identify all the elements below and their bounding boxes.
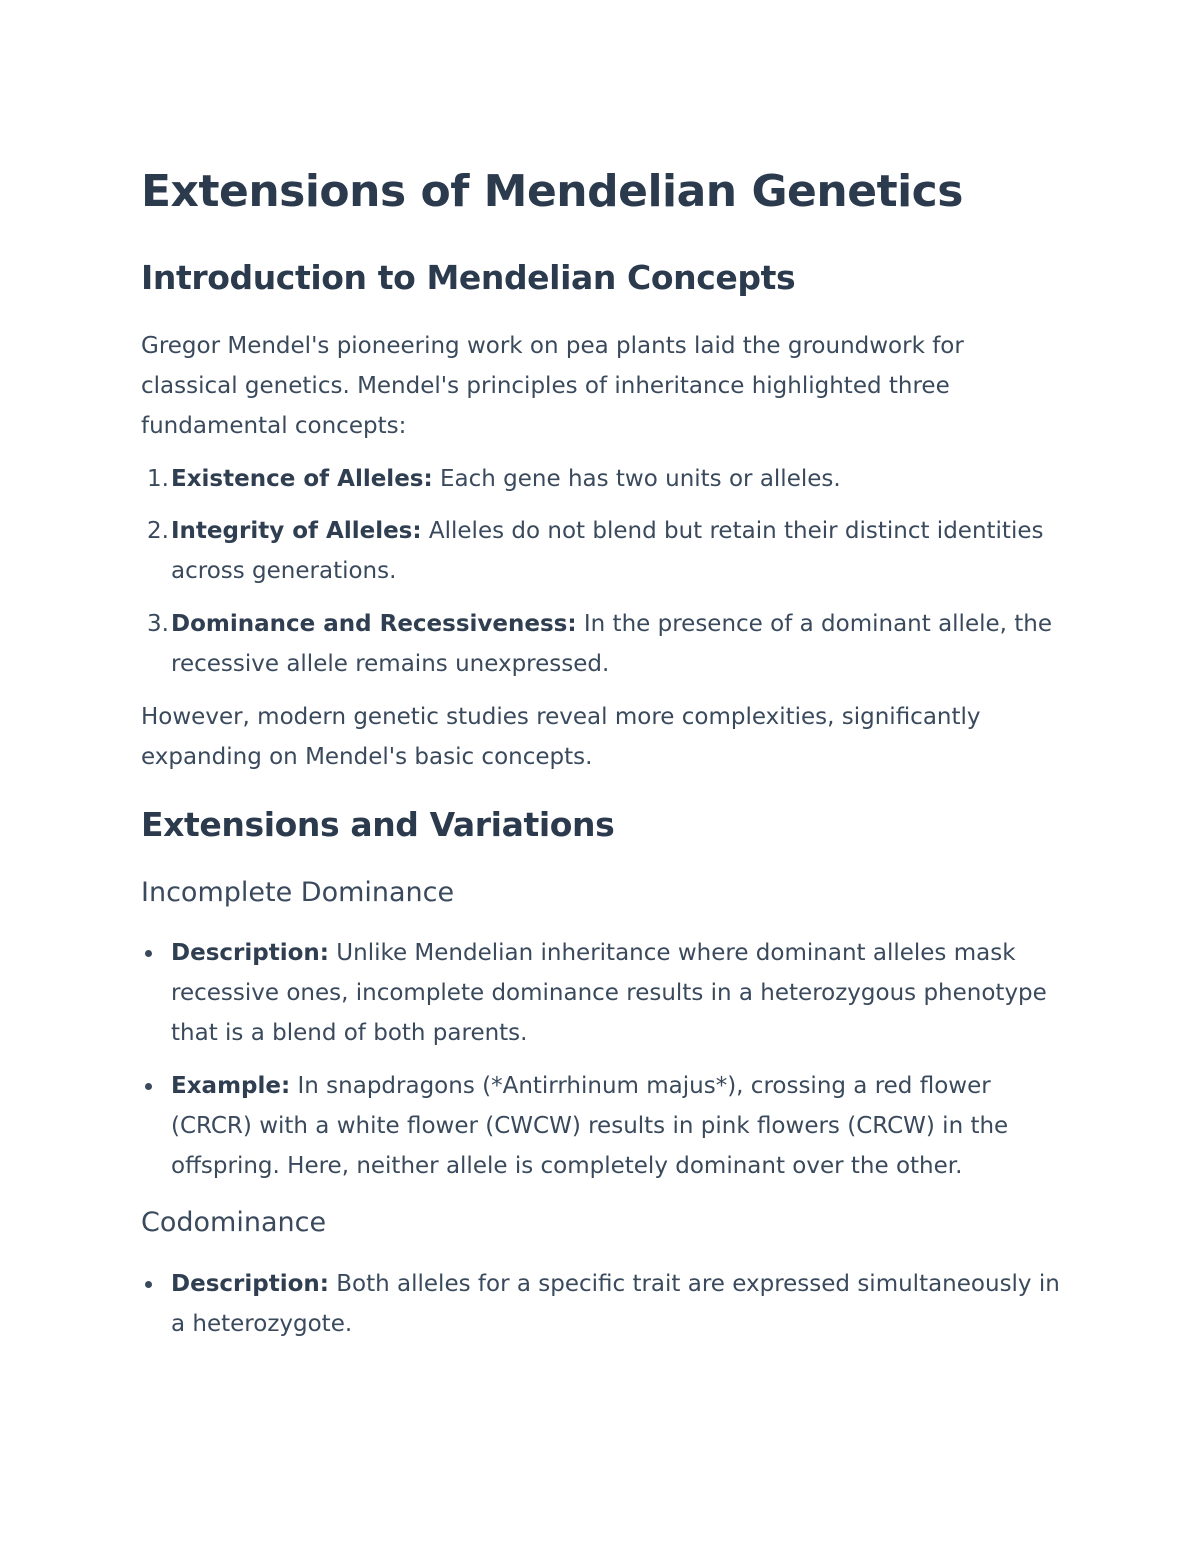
list-item-text: Alleles do not blend but retain their distinct identities across generations. xyxy=(171,518,1044,584)
extensions-heading: Extensions and Variations xyxy=(141,805,615,844)
list-item-term: Example: xyxy=(171,1073,291,1099)
list-item xyxy=(147,604,1061,684)
list-item-term: Description: xyxy=(171,1271,329,1297)
list-item-text: In the presence of a dominant allele, the recessive allele remains unexpressed. xyxy=(171,611,1052,677)
list-item-text: In snapdragons (*Antirrhinum majus*), crossing a red flower (CRCR) with a white flower (CWCW) results in pink flowers (CRCW) in the offspring. Here, neither allele is completely dominant over the other. xyxy=(171,1073,1009,1179)
bullet-icon xyxy=(145,950,152,957)
list-item-term: Description: xyxy=(171,940,329,966)
intro-paragraph: Gregor Mendel's pioneering work on pea plants laid the groundwork for classical genetics. Mendel's principles of inheritance highlighted three fundamental concepts: xyxy=(141,333,964,439)
list-item-text: Unlike Mendelian inheritance where dominant alleles mask recessive ones, incomplete dominance results in a heterozygous phenotype that is a blend of both parents. xyxy=(171,940,1047,1046)
bullet-icon xyxy=(145,1083,152,1090)
list-number: 2. xyxy=(147,518,169,544)
list-item xyxy=(147,511,1061,591)
list-item-term: Dominance and Recessiveness: xyxy=(171,611,577,637)
codominance-heading: Codominance xyxy=(141,1207,327,1238)
incomplete-dominance-heading: Incomplete Dominance xyxy=(141,877,455,908)
document-title: Extensions of Mendelian Genetics xyxy=(141,166,963,217)
intro-heading: Introduction to Mendelian Concepts xyxy=(141,258,796,297)
list-item xyxy=(147,459,1061,499)
list-item-term: Existence of Alleles: xyxy=(171,466,433,492)
list-item-text: Each gene has two units or alleles. xyxy=(432,466,841,492)
list-item xyxy=(171,1066,1061,1186)
intro-closing-paragraph: However, modern genetic studies reveal more complexities, significantly expanding on Mendel's basic concepts. xyxy=(141,704,981,770)
list-number: 1. xyxy=(147,466,169,492)
list-item-term: Integrity of Alleles: xyxy=(171,518,422,544)
list-item-text: Both alleles for a specific trait are expressed simultaneously in a heterozygote. xyxy=(171,1271,1060,1337)
list-number: 3. xyxy=(147,611,169,637)
bullet-icon xyxy=(145,1281,152,1288)
list-item xyxy=(171,933,1061,1053)
list-item xyxy=(171,1264,1061,1344)
